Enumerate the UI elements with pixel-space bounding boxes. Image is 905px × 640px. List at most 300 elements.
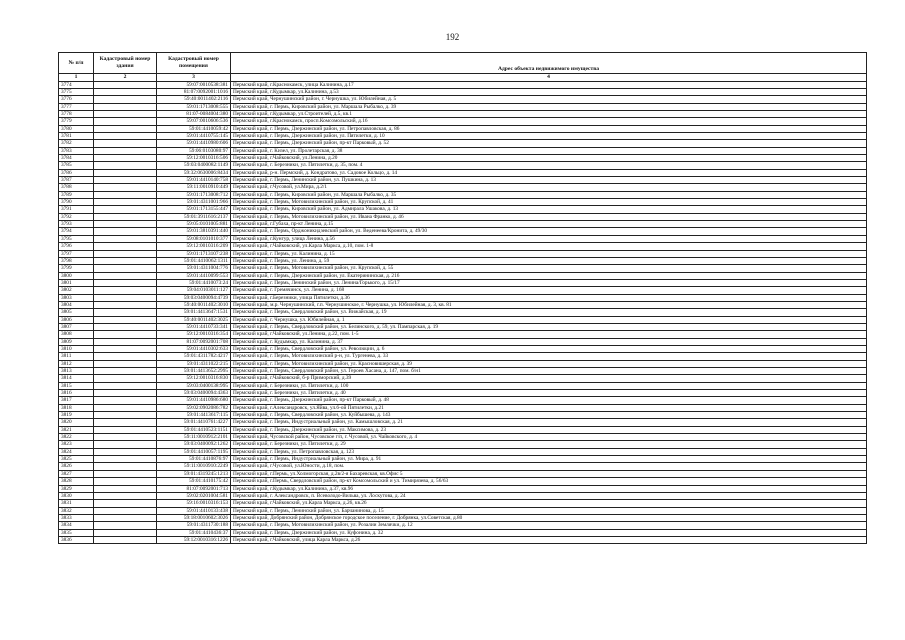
- room-cadastral-cell: 59:12:0010316:354: [157, 331, 231, 338]
- address-cell: Пермский край, г. Пермь, Кировский район, ул. Маршала Рыбалко, д. 39: [231, 103, 867, 110]
- building-cadastral-cell: [94, 522, 157, 529]
- address-cell: Пермский край, г.Чайковский, ул.Ленина, д.22, пом. 1-5: [231, 331, 867, 338]
- building-cadastral-cell: [94, 96, 157, 103]
- address-cell: Пермский край, г. Пермь, Мотовилихинский р-н, ул. Тургенева, д. 33: [231, 353, 867, 360]
- building-cadastral-cell: [94, 272, 157, 279]
- row-number: 3811: [59, 353, 94, 360]
- building-cadastral-cell: [94, 184, 157, 191]
- row-number: 3835: [59, 529, 94, 536]
- address-cell: Пермский край, г.Чайковский, ул.Карла Маркса, д.10, пом. 1-8: [231, 243, 867, 250]
- row-number: 3799: [59, 265, 94, 272]
- room-cadastral-cell: 59:01:1713107:238: [157, 250, 231, 257]
- table-row: [59, 110, 867, 117]
- address-cell: Пермский край, г. Березники, ул. Пятилетки, д. 40: [231, 390, 867, 397]
- building-cadastral-cell: [94, 397, 157, 404]
- address-cell: Пермский край, г.Чайковский, ул.Карла Маркса, д.26, кв.26: [231, 500, 867, 507]
- room-cadastral-cell: 59:01:4410523:1151: [157, 426, 231, 433]
- building-cadastral-cell: [94, 338, 157, 345]
- address-cell: Пермский край, г. Пермь, Свердловский район, ул. Белинского, д. 59, ул. Пампарская, д. 19: [231, 323, 867, 330]
- building-cadastral-cell: [94, 88, 157, 95]
- table-row: [59, 368, 867, 375]
- address-cell: Пермский край, Чернушинский район, г. Чернушка, ул. Юбилейная, д. 5: [231, 96, 867, 103]
- row-number: 3832: [59, 507, 94, 514]
- address-cell: Пермский край, р-н. Пермский, д. Кондратово, ул. Садовое Кольцо, д. 14: [231, 169, 867, 176]
- building-cadastral-cell: [94, 250, 157, 257]
- table-row: [59, 316, 867, 323]
- room-cadastral-cell: 59:01:1713155:447: [157, 206, 231, 213]
- room-cadastral-cell: 59:11:0010910:2249: [157, 463, 231, 470]
- table-row: [59, 492, 867, 499]
- address-cell: Пермский край, г. Кудымкар, ул. Калинина, д. 37: [231, 338, 867, 345]
- address-cell: Пермский край, г. Березники, ул. Пятилетки, д. 29: [231, 441, 867, 448]
- row-number: 3828: [59, 478, 94, 485]
- row-number: 3806: [59, 316, 94, 323]
- table-row: [59, 118, 867, 125]
- table-row: [59, 500, 867, 507]
- row-number: 3816: [59, 390, 94, 397]
- row-number: 3784: [59, 155, 94, 162]
- building-cadastral-cell: [94, 316, 157, 323]
- property-table: [58, 52, 867, 544]
- row-number: 3836: [59, 536, 94, 543]
- room-cadastral-cell: 59:01:4410057:1195: [157, 448, 231, 455]
- address-cell: Пермский край, г.Александровск, ул.Яйва, ул.6-ой Пятилетки, д.21: [231, 404, 867, 411]
- table-row: [59, 140, 867, 147]
- row-number: 3800: [59, 272, 94, 279]
- row-number: 3807: [59, 323, 94, 330]
- building-cadastral-cell: [94, 323, 157, 330]
- row-number: 3786: [59, 169, 94, 176]
- table-row: [59, 257, 867, 264]
- table-row: [59, 434, 867, 441]
- row-number: 3829: [59, 485, 94, 492]
- address-cell: Пермский край, г. Кизел, ул. Пролетарская, д. 38: [231, 147, 867, 154]
- building-cadastral-cell: [94, 213, 157, 220]
- building-cadastral-cell: [94, 133, 157, 140]
- address-cell: Пермский край, г. Пермь, Индустриальный район, ул. Мира, д. 91: [231, 456, 867, 463]
- room-cadastral-cell: 59:01:4311782:4217: [157, 353, 231, 360]
- address-cell: Пермский край, г. Пермь, Ленинский район, ул. Пушкина, д. 13: [231, 177, 867, 184]
- table-body: [59, 81, 867, 544]
- address-cell: Пермский край, г.Пермь, ул.Холмогорская, д.2в/2-я Бахаревская, кв.Офис 5: [231, 470, 867, 477]
- row-number: 3795: [59, 235, 94, 242]
- building-cadastral-cell: [94, 404, 157, 411]
- address-cell: Пермский край, г.Чайковский, улица Карла Маркса, д.26: [231, 536, 867, 543]
- building-cadastral-cell: [94, 235, 157, 242]
- address-cell: Пермский край, г. Гремячинск, ул. Ленина, д. 168: [231, 287, 867, 294]
- room-cadastral-cell: 59:40:0011402:2116: [157, 96, 231, 103]
- row-number: 3824: [59, 448, 94, 455]
- building-cadastral-cell: [94, 463, 157, 470]
- row-number: 3775: [59, 88, 94, 95]
- row-number: 3802: [59, 287, 94, 294]
- room-cadastral-cell: 59:32:0630006:8434: [157, 169, 231, 176]
- room-cadastral-cell: 59:01:4410073:24: [157, 279, 231, 286]
- row-number: 3819: [59, 412, 94, 419]
- room-cadastral-cell: 59:01:4410175:42: [157, 478, 231, 485]
- address-cell: Пермский край, г. Пермь, ул. Петропавловская, д. 123: [231, 448, 867, 455]
- room-cadastral-cell: 59:01:3810391:440: [157, 228, 231, 235]
- column-number: 1: [59, 74, 94, 82]
- building-cadastral-cell: [94, 368, 157, 375]
- header-address: Адрес объекта недвижимого имущества: [231, 53, 867, 74]
- room-cadastral-cell: 59:01:4410986:680: [157, 397, 231, 404]
- table-row: [59, 294, 867, 301]
- header-room-cadastral: Кадастровый номер помещения: [157, 53, 231, 74]
- table-row: [59, 301, 867, 308]
- room-cadastral-cell: 59:01:4410140:758: [157, 177, 231, 184]
- address-cell: Пермский край, г.Чусовой, ул.Мира, д.2/1: [231, 184, 867, 191]
- building-cadastral-cell: [94, 412, 157, 419]
- room-cadastral-cell: 59:01:4410099:553: [157, 272, 231, 279]
- address-cell: Пермский край, г. Березники, ул. Пятилетки, д. 35, пом. 4: [231, 162, 867, 169]
- address-cell: Пермский край, г. Пермь, Мотовилихинский район, ул. Розалии Землячки, д. 12: [231, 522, 867, 529]
- building-cadastral-cell: [94, 478, 157, 485]
- room-cadastral-cell: 59:01:4410733:341: [157, 323, 231, 330]
- room-cadastral-cell: 81:07-0084004:380: [157, 110, 231, 117]
- table-row: [59, 213, 867, 220]
- room-cadastral-cell: 59:11:0010912:2101: [157, 434, 231, 441]
- address-cell: Пермский край, г.Кунгур, улица Ленина, д.56: [231, 235, 867, 242]
- table-row: [59, 426, 867, 433]
- room-cadastral-cell: 59:01:4311004:776: [157, 265, 231, 272]
- row-number: 3815: [59, 382, 94, 389]
- address-cell: Пермский край, г. Пермь, Орджоникидзевский район, ул. Веденеева/Кронита, д. 49/30: [231, 228, 867, 235]
- room-cadastral-cell: 59:04:0103011:127: [157, 287, 231, 294]
- room-cadastral-cell: 59:07:0010606:536: [157, 118, 231, 125]
- address-cell: Пермский край, г.Чайковский, ул.Ленина, д.20: [231, 155, 867, 162]
- room-cadastral-cell: 59:40:0011402:3025: [157, 316, 231, 323]
- room-cadastral-cell: 59:03:0400092:1262: [157, 441, 231, 448]
- row-number: 3808: [59, 331, 94, 338]
- table-row: [59, 323, 867, 330]
- address-cell: Пермский край, г.Краснокамск, просп.Комсомольский, д.16: [231, 118, 867, 125]
- page-number: 192: [445, 32, 460, 42]
- header-building-cadastral: Кадастровый номер здания: [94, 53, 157, 74]
- table-row: [59, 147, 867, 154]
- room-cadastral-cell: 59:01:4410761:4227: [157, 419, 231, 426]
- building-cadastral-cell: [94, 81, 157, 88]
- building-cadastral-cell: [94, 536, 157, 543]
- row-number: 3812: [59, 360, 94, 367]
- table-row: [59, 485, 867, 492]
- building-cadastral-cell: [94, 199, 157, 206]
- building-cadastral-cell: [94, 500, 157, 507]
- address-cell: Пермский край, г. Пермь, Дзержинский район, ул. Пятилетки, д. 10: [231, 133, 867, 140]
- row-number: 3809: [59, 338, 94, 345]
- room-cadastral-cell: 59:12:0010316:209: [157, 243, 231, 250]
- column-number: 3: [157, 74, 231, 82]
- building-cadastral-cell: [94, 103, 157, 110]
- table-row: [59, 272, 867, 279]
- room-cadastral-cell: 59:18:0010602:3026: [157, 514, 231, 521]
- address-cell: Пермский край, г. Пермь, Дзержинский район, пр-кт Парковый, д. 52: [231, 140, 867, 147]
- room-cadastral-cell: 59:11:0010910:449: [157, 184, 231, 191]
- table-row: [59, 250, 867, 257]
- table-row: [59, 448, 867, 455]
- address-cell: Пермский край, г. Пермь, Дзержинский район, ул. Максимова, д. 23: [231, 426, 867, 433]
- address-cell: Пермский край, г. Пермь, Мотовилихинский район, ул. Ивана Франко, д. 46: [231, 213, 867, 220]
- row-number: 3830: [59, 492, 94, 499]
- building-cadastral-cell: [94, 492, 157, 499]
- address-cell: Пермский край, г.Краснокамск, улица Калинина, д.17: [231, 81, 867, 88]
- room-cadastral-cell: 59:01:4413617:115: [157, 412, 231, 419]
- table-row: [59, 360, 867, 367]
- room-cadastral-cell: 59:12:0010316:1226: [157, 536, 231, 543]
- room-cadastral-cell: 59:01:4410980:606: [157, 140, 231, 147]
- row-number: 3803: [59, 294, 94, 301]
- building-cadastral-cell: [94, 191, 157, 198]
- building-cadastral-cell: [94, 419, 157, 426]
- building-cadastral-cell: [94, 434, 157, 441]
- building-cadastral-cell: [94, 375, 157, 382]
- table-row: [59, 96, 867, 103]
- room-cadastral-cell: 59:01:1713008:555: [157, 103, 231, 110]
- room-cadastral-cell: 59:01:4311001:966: [157, 199, 231, 206]
- address-cell: Пермский край, г. Пермь, ул. Калинина, д. 15: [231, 250, 867, 257]
- row-number: 3783: [59, 147, 94, 154]
- table-row: [59, 243, 867, 250]
- table-row: [59, 177, 867, 184]
- address-cell: Пермский край, г. Александровск, п. Всеволодо-Вильва, ул. Лоскутова, д. 24: [231, 492, 867, 499]
- building-cadastral-cell: [94, 169, 157, 176]
- row-number: 3801: [59, 279, 94, 286]
- room-cadastral-cell: 59:02:0201004:581: [157, 492, 231, 499]
- room-cadastral-cell: 59:01:3911616:2137: [157, 213, 231, 220]
- address-cell: Пермский край, Чусовской район, Чусовское г/п, г. Чусовой, ул. Чайковского, д. 4: [231, 434, 867, 441]
- address-cell: Пермский край, г. Пермь, ул. Ленина, д. 59: [231, 257, 867, 264]
- room-cadastral-cell: 59:01:4410755:145: [157, 133, 231, 140]
- table-row: [59, 382, 867, 389]
- room-cadastral-cell: 59:40:0011402:3010: [157, 301, 231, 308]
- building-cadastral-cell: [94, 147, 157, 154]
- row-number: 3776: [59, 96, 94, 103]
- building-cadastral-cell: [94, 257, 157, 264]
- room-cadastral-cell: 59:06:0103080:97: [157, 147, 231, 154]
- room-cadastral-cell: 59:01:4413652:2995: [157, 368, 231, 375]
- building-cadastral-cell: [94, 353, 157, 360]
- address-cell: Пермский край, г.Губаха, пр-кт Ленина, д.15: [231, 221, 867, 228]
- row-number: 3798: [59, 257, 94, 264]
- row-number: 3789: [59, 191, 94, 198]
- building-cadastral-cell: [94, 287, 157, 294]
- row-number: 3781: [59, 133, 94, 140]
- address-cell: Пермский край, м.р. Чернушинский, г.п. Чернушинское, г. Чернушка, ул. Юбилейная, д. 3, кв. 81: [231, 301, 867, 308]
- building-cadastral-cell: [94, 507, 157, 514]
- room-cadastral-cell: 59:07:0010538:381: [157, 81, 231, 88]
- building-cadastral-cell: [94, 301, 157, 308]
- row-number: 3774: [59, 81, 94, 88]
- row-number: 3792: [59, 213, 94, 220]
- table-row: [59, 441, 867, 448]
- address-cell: Пермский край, г. Пермь, Свердловский район, ул. Героев Хасана, д. 147, пом. б/н1: [231, 368, 867, 375]
- row-number: 3833: [59, 514, 94, 521]
- building-cadastral-cell: [94, 228, 157, 235]
- building-cadastral-cell: [94, 294, 157, 301]
- building-cadastral-cell: [94, 441, 157, 448]
- building-cadastral-cell: [94, 118, 157, 125]
- address-cell: Пермский край, г.Березники, улица Пятилетки, д.36: [231, 294, 867, 301]
- address-cell: Пермский край, г.Кудымкар, ул.Строителей, д.5, кв.1: [231, 110, 867, 117]
- row-number: 3826: [59, 463, 94, 470]
- row-number: 3810: [59, 345, 94, 352]
- room-cadastral-cell: 59:12:0010316:830: [157, 375, 231, 382]
- row-number: 3823: [59, 441, 94, 448]
- building-cadastral-cell: [94, 426, 157, 433]
- table-row: [59, 514, 867, 521]
- address-cell: Пермский край, г. Пермь, Мотовилихинский район, ул. Красновишерская, д. 39: [231, 360, 867, 367]
- table-row: [59, 206, 867, 213]
- row-number: 3813: [59, 368, 94, 375]
- address-cell: Пермский край, г. Пермь, Дзержинский район, ул. Петропавловская, д. 86: [231, 125, 867, 132]
- column-number: 2: [94, 74, 157, 82]
- row-number: 3777: [59, 103, 94, 110]
- building-cadastral-cell: [94, 279, 157, 286]
- table-row: [59, 309, 867, 316]
- row-number: 3793: [59, 221, 94, 228]
- room-cadastral-cell: 59:01:4413647:1531: [157, 309, 231, 316]
- building-cadastral-cell: [94, 162, 157, 169]
- address-cell: Пермский край, г.Пермь, Свердловский район, пр-кт Комсомольский и ул. Тимирязева, д. 56/63: [231, 478, 867, 485]
- header-row: [59, 53, 867, 74]
- building-cadastral-cell: [94, 390, 157, 397]
- building-cadastral-cell: [94, 243, 157, 250]
- table-row: [59, 169, 867, 176]
- room-cadastral-cell: 59:03:0400138:995: [157, 382, 231, 389]
- table-row: [59, 478, 867, 485]
- table-row: [59, 199, 867, 206]
- table-row: [59, 419, 867, 426]
- address-cell: Пермский край, г.Чайковский, б-р Приморский, д.39: [231, 375, 867, 382]
- building-cadastral-cell: [94, 345, 157, 352]
- room-cadastral-cell: 59:03:0400094:4739: [157, 294, 231, 301]
- building-cadastral-cell: [94, 529, 157, 536]
- address-cell: Пермский край, г. Пермь, Ленинский район, ул. Ленина/Горького, д. 15/17: [231, 279, 867, 286]
- table-row: [59, 529, 867, 536]
- table-row: [59, 331, 867, 338]
- building-cadastral-cell: [94, 485, 157, 492]
- row-number: 3825: [59, 456, 94, 463]
- table-row: [59, 162, 867, 169]
- building-cadastral-cell: [94, 265, 157, 272]
- row-number: 3834: [59, 522, 94, 529]
- building-cadastral-cell: [94, 206, 157, 213]
- row-number: 3804: [59, 301, 94, 308]
- address-cell: Пермский край, г. Пермь, Свердловский район, ул. Вижайская, д. 19: [231, 309, 867, 316]
- address-cell: Пермский край, г. Пермь, Свердловский район, ул. Революции, д. 6: [231, 345, 867, 352]
- row-number: 3782: [59, 140, 94, 147]
- row-number: 3821: [59, 426, 94, 433]
- building-cadastral-cell: [94, 360, 157, 367]
- room-cadastral-cell: 81:07:0092001:1016: [157, 88, 231, 95]
- building-cadastral-cell: [94, 448, 157, 455]
- table-row: [59, 287, 867, 294]
- room-cadastral-cell: 81:07:0092001:713: [157, 485, 231, 492]
- row-number: 3788: [59, 184, 94, 191]
- room-cadastral-cell: 59:03:0400082:1149: [157, 162, 231, 169]
- row-number: 3794: [59, 228, 94, 235]
- row-number: 3805: [59, 309, 94, 316]
- room-cadastral-cell: 59:01:4319245:1213: [157, 470, 231, 477]
- row-number: 3817: [59, 397, 94, 404]
- table-row: [59, 191, 867, 198]
- row-number: 3831: [59, 500, 94, 507]
- table-row: [59, 470, 867, 477]
- table-row: [59, 265, 867, 272]
- room-cadastral-cell: 59:01:4410436:37: [157, 529, 231, 536]
- room-cadastral-cell: 59:02:0902086:782: [157, 404, 231, 411]
- address-cell: Пермский край, г. Пермь, Свердловский район, ул. Куйбышева, д. 143: [231, 412, 867, 419]
- address-cell: Пермский край, г. Пермь, Дзержинский район, пр-кт Парковый, д. 48: [231, 397, 867, 404]
- column-number: 4: [231, 74, 867, 82]
- row-number: 3779: [59, 118, 94, 125]
- building-cadastral-cell: [94, 382, 157, 389]
- room-cadastral-cell: 59:01:4410062:1311: [157, 257, 231, 264]
- room-cadastral-cell: 59:01:1713008:712: [157, 191, 231, 198]
- table-row: [59, 88, 867, 95]
- room-cadastral-cell: 59:01:4311730:188: [157, 522, 231, 529]
- room-cadastral-cell: 59:16:0010316:153: [157, 500, 231, 507]
- address-cell: Пермский край, г. Пермь, Ленинский район, ул. Барчанинова, д. 15: [231, 507, 867, 514]
- row-number: 3791: [59, 206, 94, 213]
- table-row: [59, 228, 867, 235]
- room-cadastral-cell: 59:01:4410059:42: [157, 125, 231, 132]
- table-row: [59, 338, 867, 345]
- table-row: [59, 397, 867, 404]
- address-cell: Пермский край, г. Березники, ул. Пятилетки, д. 100: [231, 382, 867, 389]
- table-row: [59, 133, 867, 140]
- address-cell: Пермский край, г. Пермь, Дзержинский район, ул. Екатерининская, д. 216: [231, 272, 867, 279]
- building-cadastral-cell: [94, 155, 157, 162]
- address-cell: Пермский край, г. Пермь, Мотовилихинский район, ул. Крупской, д. 55: [231, 265, 867, 272]
- table-row: [59, 184, 867, 191]
- building-cadastral-cell: [94, 221, 157, 228]
- room-cadastral-cell: 59:05:0101005:881: [157, 221, 231, 228]
- address-cell: Пермский край, г. Чернушка, ул. Юбилейная, д. 1: [231, 316, 867, 323]
- building-cadastral-cell: [94, 110, 157, 117]
- row-number: 3820: [59, 419, 94, 426]
- row-number: 3818: [59, 404, 94, 411]
- room-cadastral-cell: 59:01:4311022:215: [157, 360, 231, 367]
- table-row: [59, 536, 867, 543]
- table-row: [59, 279, 867, 286]
- room-cadastral-cell: 59:03:0400094:4363: [157, 390, 231, 397]
- address-cell: Пермский край, г. Пермь, Кировский район, ул. Адмирала Ушакова, д. 13: [231, 206, 867, 213]
- table-row: [59, 507, 867, 514]
- table-row: [59, 463, 867, 470]
- table-row: [59, 221, 867, 228]
- address-cell: Пермский край, г.Кудымкар, ул.Калинина, д.53: [231, 88, 867, 95]
- table-row: [59, 390, 867, 397]
- building-cadastral-cell: [94, 177, 157, 184]
- address-cell: Пермский край, Добрянский район, Добрянское городское поселение, г. Добрянка, ул.Советская, д.80: [231, 514, 867, 521]
- table-row: [59, 456, 867, 463]
- table-row: [59, 412, 867, 419]
- address-cell: Пермский край, г. Пермь, Кировский район, ул. Маршала Рыбалко, д. 35: [231, 191, 867, 198]
- row-number: 3814: [59, 375, 94, 382]
- row-number: 3778: [59, 110, 94, 117]
- table-row: [59, 375, 867, 382]
- table-row: [59, 125, 867, 132]
- table-row: [59, 103, 867, 110]
- room-cadastral-cell: 59:01:4410876:97: [157, 456, 231, 463]
- room-cadastral-cell: 59:01:4410133:438: [157, 507, 231, 514]
- row-number: 3790: [59, 199, 94, 206]
- row-number: 3822: [59, 434, 94, 441]
- address-cell: Пермский край, г. Пермь, Дзержинский район, ул. Куфонина, д. 32: [231, 529, 867, 536]
- address-cell: Пермский край, г. Пермь, Индустриальный район, ул. Камышловская, д. 21: [231, 419, 867, 426]
- table-row: [59, 345, 867, 352]
